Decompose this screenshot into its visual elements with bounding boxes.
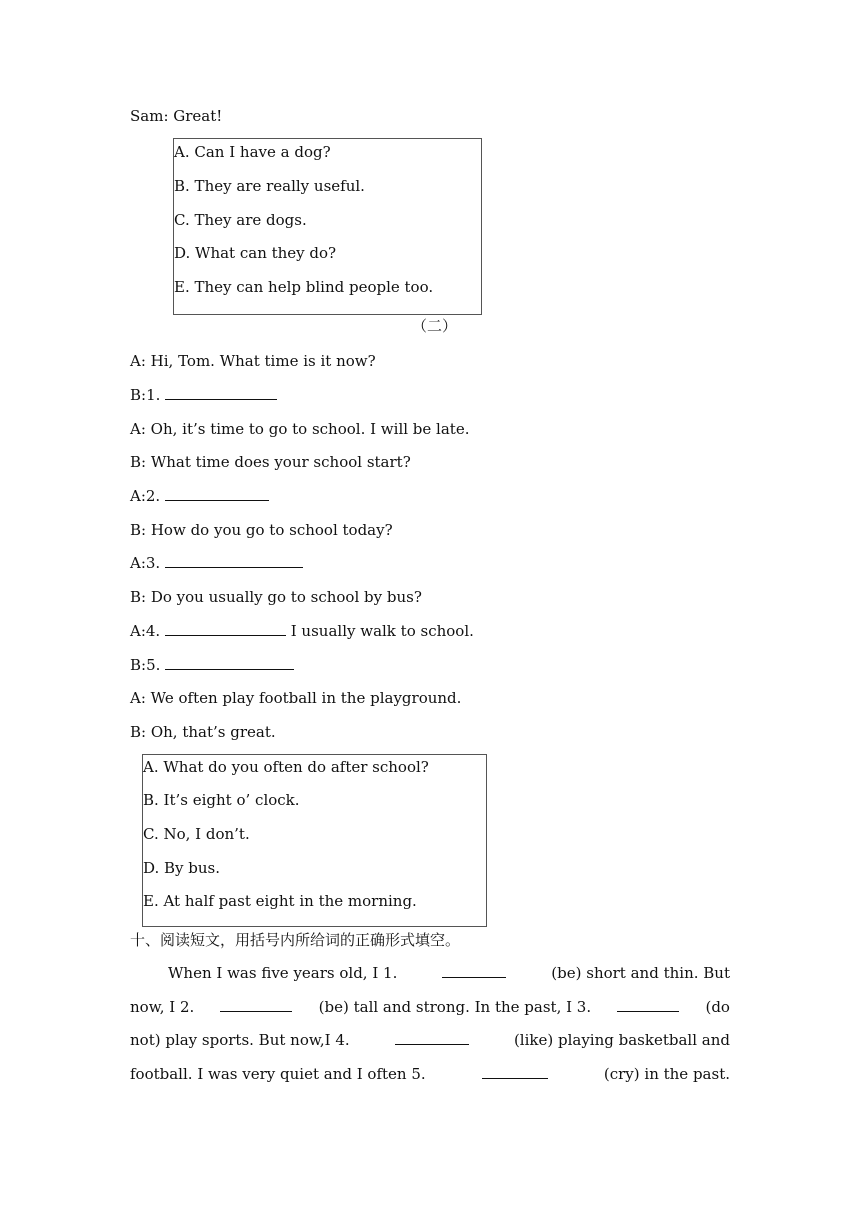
answer-blank-4[interactable]	[165, 621, 286, 636]
option-a: A. Can I have a dog?	[174, 143, 331, 161]
option-e: E. At half past eight in the morning.	[143, 892, 417, 910]
options-box-2	[142, 754, 487, 927]
option-a: A. What do you often do after school?	[143, 758, 429, 776]
passage-blank-1[interactable]	[442, 963, 506, 978]
dialogue-text: A: We often play football in the playground.	[130, 689, 462, 707]
passage-line-2	[130, 997, 730, 1017]
answer-blank-5[interactable]	[165, 655, 294, 670]
passage-text: (do	[705, 998, 730, 1016]
section-heading-10: 十、阅读短文，用括号内所给词的正确形式填空。	[130, 931, 461, 949]
dialogue-line-12	[130, 722, 276, 742]
dialogue-line-7	[130, 553, 303, 573]
passage-blank-5[interactable]	[482, 1064, 548, 1079]
dialogue-text: A: Hi, Tom. What time is it now?	[130, 352, 376, 370]
dialogue-line-6	[130, 520, 393, 540]
dialogue-line-1	[130, 351, 376, 371]
answer-blank-2[interactable]	[165, 486, 269, 501]
dialogue-text: B: What time does your school start?	[130, 453, 411, 471]
dialogue-line-2	[130, 385, 277, 405]
passage-blank-2[interactable]	[220, 997, 292, 1012]
dialogue-line-5	[130, 486, 269, 506]
passage-text: (be) short and thin. But	[551, 964, 730, 982]
dialogue-text: B:5.	[130, 656, 166, 674]
option-b: B. It’s eight o’ clock.	[143, 791, 300, 809]
dialogue-text: B: Do you usually go to school by bus?	[130, 588, 422, 606]
dialogue-text: A:2.	[130, 487, 165, 505]
option-d: D. What can they do?	[174, 244, 337, 262]
passage-text: (like) playing basketball and	[513, 1031, 730, 1049]
dialogue-line-3	[130, 419, 469, 439]
passage-blank-3[interactable]	[617, 997, 679, 1012]
section-heading-2: （二）	[412, 317, 458, 335]
option-c: C. No, I don’t.	[143, 825, 250, 843]
dialogue-text: A:4.	[130, 622, 165, 640]
dialogue-text: A: Oh, it’s time to go to school. I will be late.	[130, 420, 470, 438]
reading-passage	[130, 963, 730, 1093]
passage-text: not) play sports. But now,I 4.	[130, 1031, 350, 1049]
passage-text: now, I 2.	[130, 998, 195, 1016]
passage-line-1	[130, 963, 730, 983]
dialogue-text: I usually walk to school.	[285, 622, 474, 640]
dialogue-line-11	[130, 688, 461, 708]
passage-text: (cry) in the past.	[603, 1065, 730, 1083]
dialogue-line-10	[130, 655, 294, 675]
passage-blank-4[interactable]	[395, 1030, 469, 1045]
dialogue-line-sam: Sam: Great!	[130, 107, 223, 125]
dialogue-text: B: How do you go to school today?	[130, 521, 393, 539]
option-b: B. They are really useful.	[174, 177, 365, 195]
option-e: E. They can help blind people too.	[174, 278, 434, 296]
dialogue-line-8	[130, 587, 422, 607]
dialogue-line-4	[130, 452, 411, 472]
dialogue-text: B: Oh, that’s great.	[130, 723, 276, 741]
passage-line-4	[130, 1064, 730, 1084]
passage-text: When I was five years old, I 1.	[168, 964, 398, 982]
answer-blank-1[interactable]	[165, 385, 277, 400]
dialogue-text: B:1.	[130, 386, 166, 404]
dialogue-text: A:3.	[130, 554, 165, 572]
option-d: D. By bus.	[143, 859, 221, 877]
option-c: C. They are dogs.	[174, 211, 307, 229]
options-box-1	[173, 138, 482, 315]
passage-line-3	[130, 1030, 730, 1050]
dialogue-line-9	[130, 621, 474, 641]
passage-text: (be) tall and strong. In the past, I 3.	[318, 998, 592, 1016]
passage-text: football. I was very quiet and I often 5.	[130, 1065, 426, 1083]
answer-blank-3[interactable]	[165, 553, 303, 568]
